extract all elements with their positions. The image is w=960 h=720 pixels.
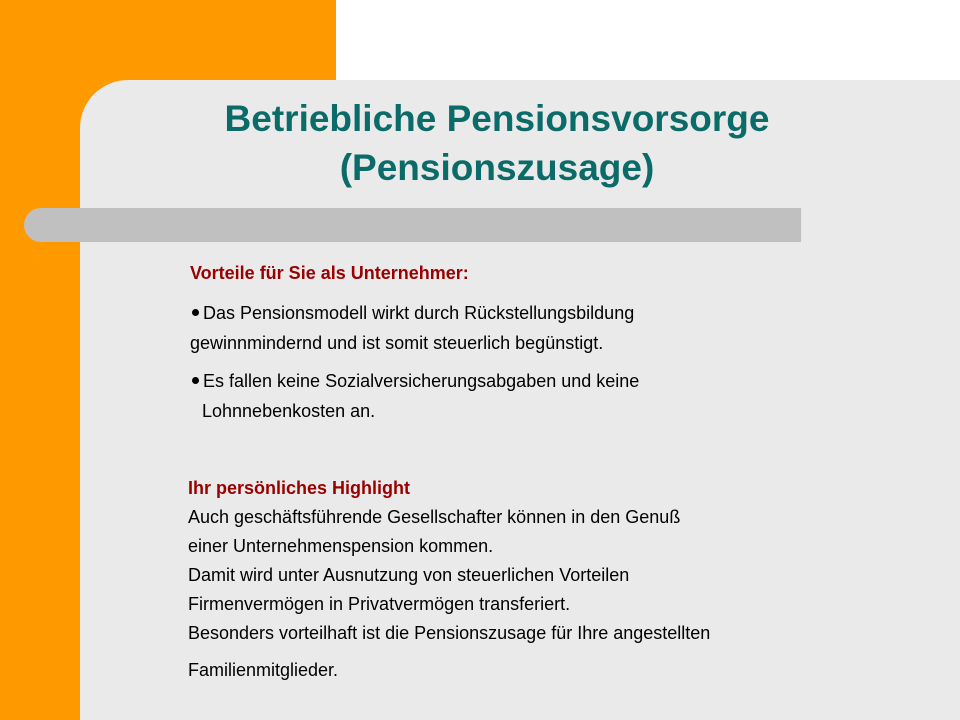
highlight-heading: Ihr persönliches Highlight: [188, 478, 411, 498]
advantage-bullet: [190, 366, 830, 426]
title-line-1: Betriebliche Pensionsvorsorge: [224, 98, 770, 139]
title-divider-bar: [24, 208, 801, 242]
bullet-text-line-1: Das Pensionsmodell wirkt durch Rückstellungsbildung: [203, 303, 635, 323]
advantage-bullet: [190, 298, 830, 358]
highlight-line: Besonders vorteilhaft ist die Pensionszusage für Ihre angestellten: [188, 623, 711, 643]
bullet-text-line-2: Lohnnebenkosten an.: [202, 401, 376, 421]
bullet-dot-icon: [192, 377, 199, 384]
highlight-line: Auch geschäftsführende Gesellschafter können in den Genuß: [188, 507, 681, 527]
highlight-line: Familienmitglieder.: [188, 660, 339, 680]
highlight-section: [188, 474, 908, 685]
bullet-dot-icon: [192, 309, 199, 316]
highlight-line: Firmenvermögen in Privatvermögen transferiert.: [188, 594, 571, 614]
title-line-2: (Pensionszusage): [339, 147, 655, 188]
advantages-heading: Vorteile für Sie als Unternehmer:: [190, 263, 469, 283]
bullet-text-line-2: gewinnmindernd und ist somit steuerlich begünstigt.: [190, 333, 604, 353]
highlight-line: Damit wird unter Ausnutzung von steuerlichen Vorteilen: [188, 565, 630, 585]
highlight-line: einer Unternehmenspension kommen.: [188, 536, 494, 556]
slide-title: [80, 94, 914, 192]
bullet-text-line-1: Es fallen keine Sozialversicherungsabgaben und keine: [203, 371, 640, 391]
